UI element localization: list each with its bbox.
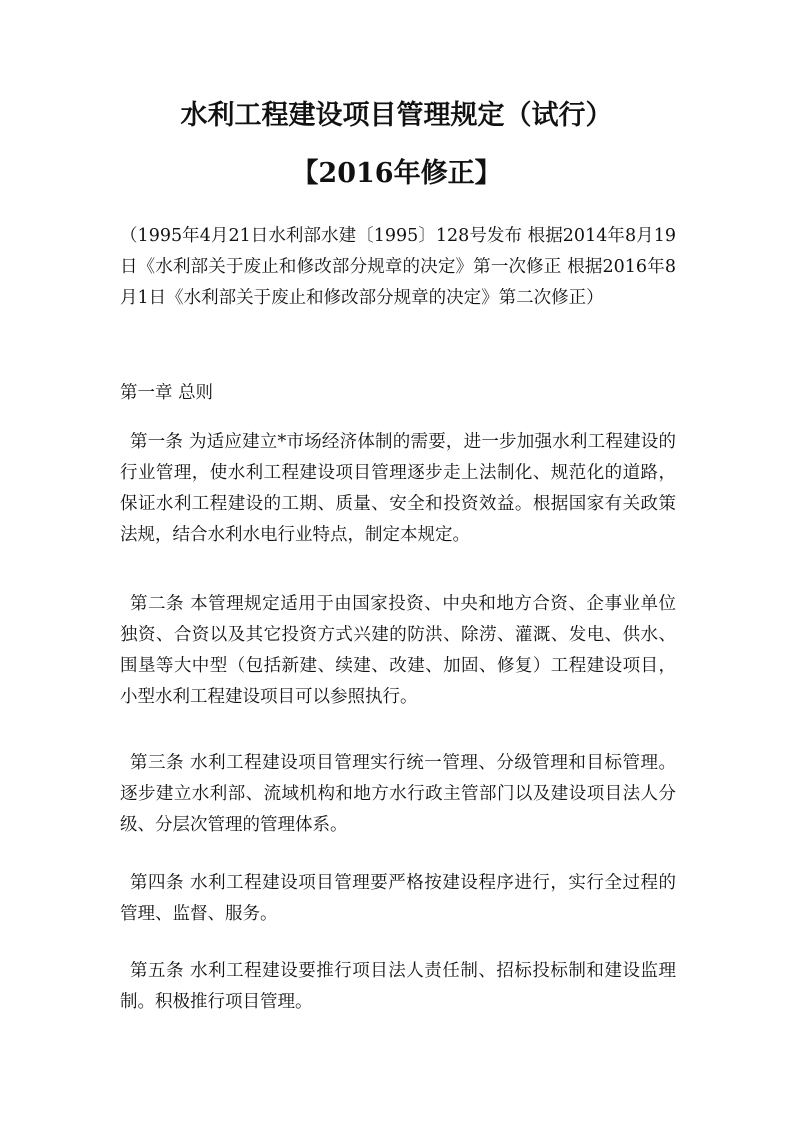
article-4 [120,868,676,930]
chapter-heading: 第一章 总则 [120,383,214,403]
article-3 [120,748,676,841]
article-label: 第二条 [130,594,185,614]
article-label: 第五条 [130,961,185,981]
article-text: 为适应建立*市场经济体制的需要，进一步加强水利工程建设的行业管理，使水利工程建设项目管理逐步走上法制化、规范化的道路，保证水利工程建设的工期、质量、安全和投资效益。根据国家有关政策法规，结合水利水电行业特点，制定本规定。 [120,432,676,545]
article-1 [120,427,676,551]
article-text: 水利工程建设项目管理要严格按建设程序进行，实行全过程的管理、监督、服务。 [120,873,676,924]
article-5 [120,956,676,1018]
article-text: 水利工程建设要推行项目法人责任制、招标投标制和建设监理制。积极推行项目管理。 [120,961,676,1012]
article-text: 本管理规定适用于由国家投资、中央和地方合资、企事业单位独资、合资以及其它投资方式兴建的防洪、除涝、灌溉、发电、供水、围垦等大中型（包括新建、续建、改建、加固、修复）工程建设项目，小型水利工程建设项目可以参照执行。 [120,594,676,707]
revision-note: （1995年4月21日水利部水建〔1995〕128号发布 根据2014年8月19日《水利部关于废止和修改部分规章的决定》第一次修正 根据2016年8月1日《水利部关于废止和修改部分规章的决定》第二次修正） [120,226,676,308]
document-subtitle: 【2016年修正】 [291,158,502,189]
article-text: 水利工程建设项目管理实行统一管理、分级管理和目标管理。逐步建立水利部、流域机构和地方水行政主管部门以及建设项目法人分级、分层次管理的管理体系。 [120,753,676,835]
article-label: 第一条 [130,432,184,452]
article-label: 第四条 [130,873,185,893]
article-2 [120,589,676,713]
article-label: 第三条 [130,753,185,773]
document-title: 水利工程建设项目管理规定（试行） [180,100,613,131]
